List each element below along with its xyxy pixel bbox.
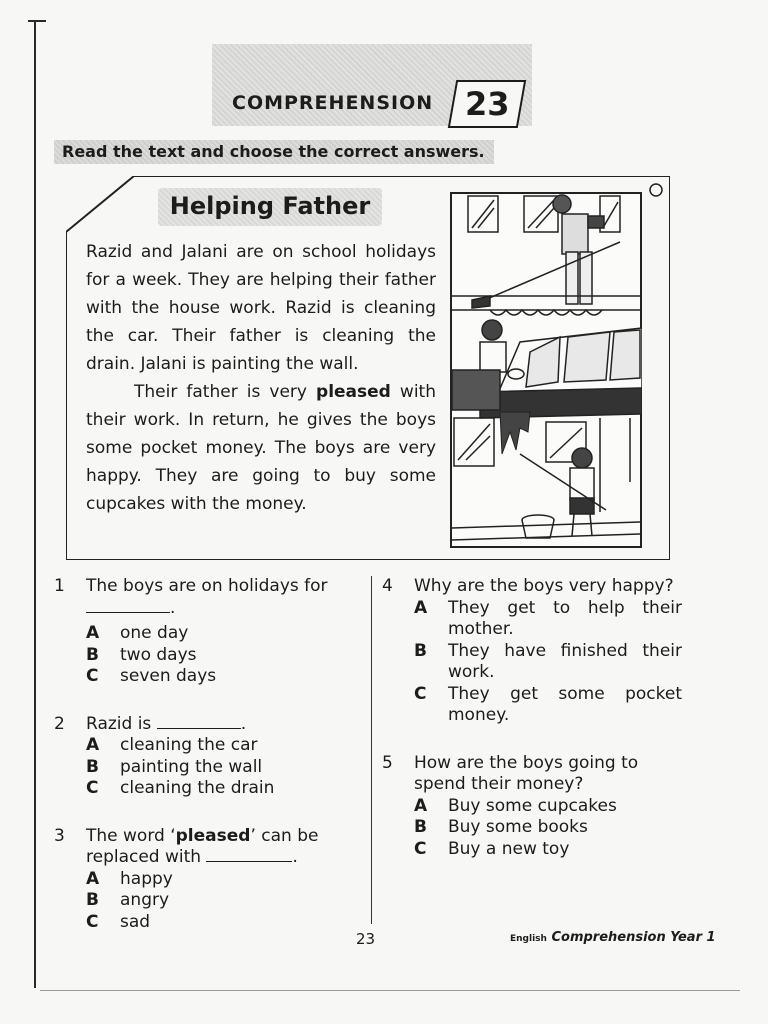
answer-blank xyxy=(86,598,170,613)
option-letter: C xyxy=(414,683,427,704)
option-b[interactable] xyxy=(86,757,354,779)
option-text: They get to help their mother. xyxy=(448,597,682,639)
option-a[interactable] xyxy=(414,598,682,641)
question-text-after: . xyxy=(292,847,298,867)
option-a[interactable] xyxy=(86,735,354,757)
question-text xyxy=(86,576,354,619)
passage-paragraph-2 xyxy=(86,378,436,518)
question-3 xyxy=(54,826,354,934)
question-text: How are the boys going to spend their money? xyxy=(414,752,639,794)
option-c[interactable] xyxy=(86,666,354,688)
question-2 xyxy=(54,714,354,800)
option-letter: C xyxy=(86,778,99,798)
option-a[interactable] xyxy=(414,796,682,818)
column-divider xyxy=(371,576,372,924)
story-illustration xyxy=(450,192,642,548)
option-text: cleaning the drain xyxy=(120,778,275,798)
page-binding-edge xyxy=(34,20,36,988)
question-5 xyxy=(382,753,682,861)
option-b[interactable] xyxy=(86,645,354,667)
book-title-footer xyxy=(510,930,716,945)
option-letter: C xyxy=(86,911,99,932)
option-a[interactable] xyxy=(86,869,354,891)
book-title: Comprehension Year 1 xyxy=(551,930,716,945)
passage-paragraph-1: Razid and Jalani are on school holidays for a week. They are helping their father with the house work. Razid is cleaning the car. Their father is cleaning the drain. Jalani is painting the wall. xyxy=(86,242,436,374)
question-text-after: . xyxy=(240,713,247,734)
option-letter: A xyxy=(414,795,428,816)
option-text: They have finished their work. xyxy=(448,640,682,682)
option-b[interactable] xyxy=(414,817,682,839)
comprehension-number: 23 xyxy=(464,85,510,123)
option-b[interactable] xyxy=(86,890,354,912)
bottom-rule xyxy=(40,990,740,991)
question-keyword: pleased xyxy=(175,825,251,846)
question-number: 4 xyxy=(382,576,393,596)
option-text: angry xyxy=(120,890,170,910)
option-text: seven days xyxy=(120,666,217,686)
paragraph-2-text-before: Their father is very xyxy=(134,382,317,402)
option-letter: B xyxy=(86,756,99,777)
option-text: one day xyxy=(120,623,189,643)
story-passage xyxy=(86,238,436,518)
option-letter: C xyxy=(414,838,427,859)
option-letter: C xyxy=(86,666,99,686)
question-1 xyxy=(54,576,354,688)
option-c[interactable] xyxy=(86,912,354,934)
option-c[interactable] xyxy=(86,778,354,800)
question-column-right xyxy=(382,576,682,860)
option-letter: B xyxy=(86,644,99,665)
option-text: sad xyxy=(120,911,151,932)
option-letter: B xyxy=(414,640,427,661)
instruction: Read the text and choose the correct answers. xyxy=(54,140,494,164)
paint-bucket xyxy=(522,515,554,538)
comprehension-number-box xyxy=(448,80,526,128)
keyword-pleased: pleased xyxy=(316,382,391,402)
question-text-middle: ’ can be replaced with xyxy=(86,825,319,867)
page-edge-top xyxy=(28,20,46,22)
option-c[interactable] xyxy=(414,839,682,861)
option-letter: A xyxy=(86,868,100,889)
question-number: 3 xyxy=(54,825,65,846)
page-title: COMPREHENSION xyxy=(232,92,434,114)
option-text: painting the wall xyxy=(120,756,263,777)
option-text: happy xyxy=(120,868,173,889)
option-text: Buy some books xyxy=(448,817,588,837)
option-letter: A xyxy=(86,623,100,643)
book-prefix: English xyxy=(510,934,547,944)
option-letter: A xyxy=(414,597,428,618)
question-4 xyxy=(382,576,682,727)
question-text: Why are the boys very happy? xyxy=(414,576,674,596)
question-text xyxy=(86,826,354,869)
option-text: two days xyxy=(120,644,197,665)
question-column-left xyxy=(54,576,354,933)
option-text: They get some pocket money. xyxy=(448,683,682,725)
option-letter: A xyxy=(86,735,100,755)
option-text: Buy a new toy xyxy=(448,838,570,859)
option-text: Buy some cupcakes xyxy=(448,795,617,816)
story-title: Helping Father xyxy=(158,188,382,226)
option-c[interactable] xyxy=(414,684,682,727)
answer-blank xyxy=(157,714,241,729)
option-a[interactable] xyxy=(86,623,354,645)
question-text-before: Razid is xyxy=(86,713,152,734)
option-letter: B xyxy=(414,817,427,837)
option-text: cleaning the car xyxy=(120,735,258,755)
answer-blank xyxy=(206,847,292,862)
paragraph-2-text-after: with their work. In return, he gives the boys some pocket money. The boys are very happy. They are going to buy some cupcakes with the money. xyxy=(86,382,436,514)
option-letter: B xyxy=(86,890,99,910)
question-number: 1 xyxy=(54,576,65,596)
question-number: 2 xyxy=(54,713,65,734)
question-text-after: . xyxy=(170,597,176,618)
question-number: 5 xyxy=(382,752,393,773)
option-b[interactable] xyxy=(414,641,682,684)
question-text xyxy=(86,714,354,736)
page-number: 23 xyxy=(356,930,376,948)
question-text-before: The word ‘ xyxy=(86,825,176,846)
question-text-before: The boys are on holidays for xyxy=(86,576,328,596)
